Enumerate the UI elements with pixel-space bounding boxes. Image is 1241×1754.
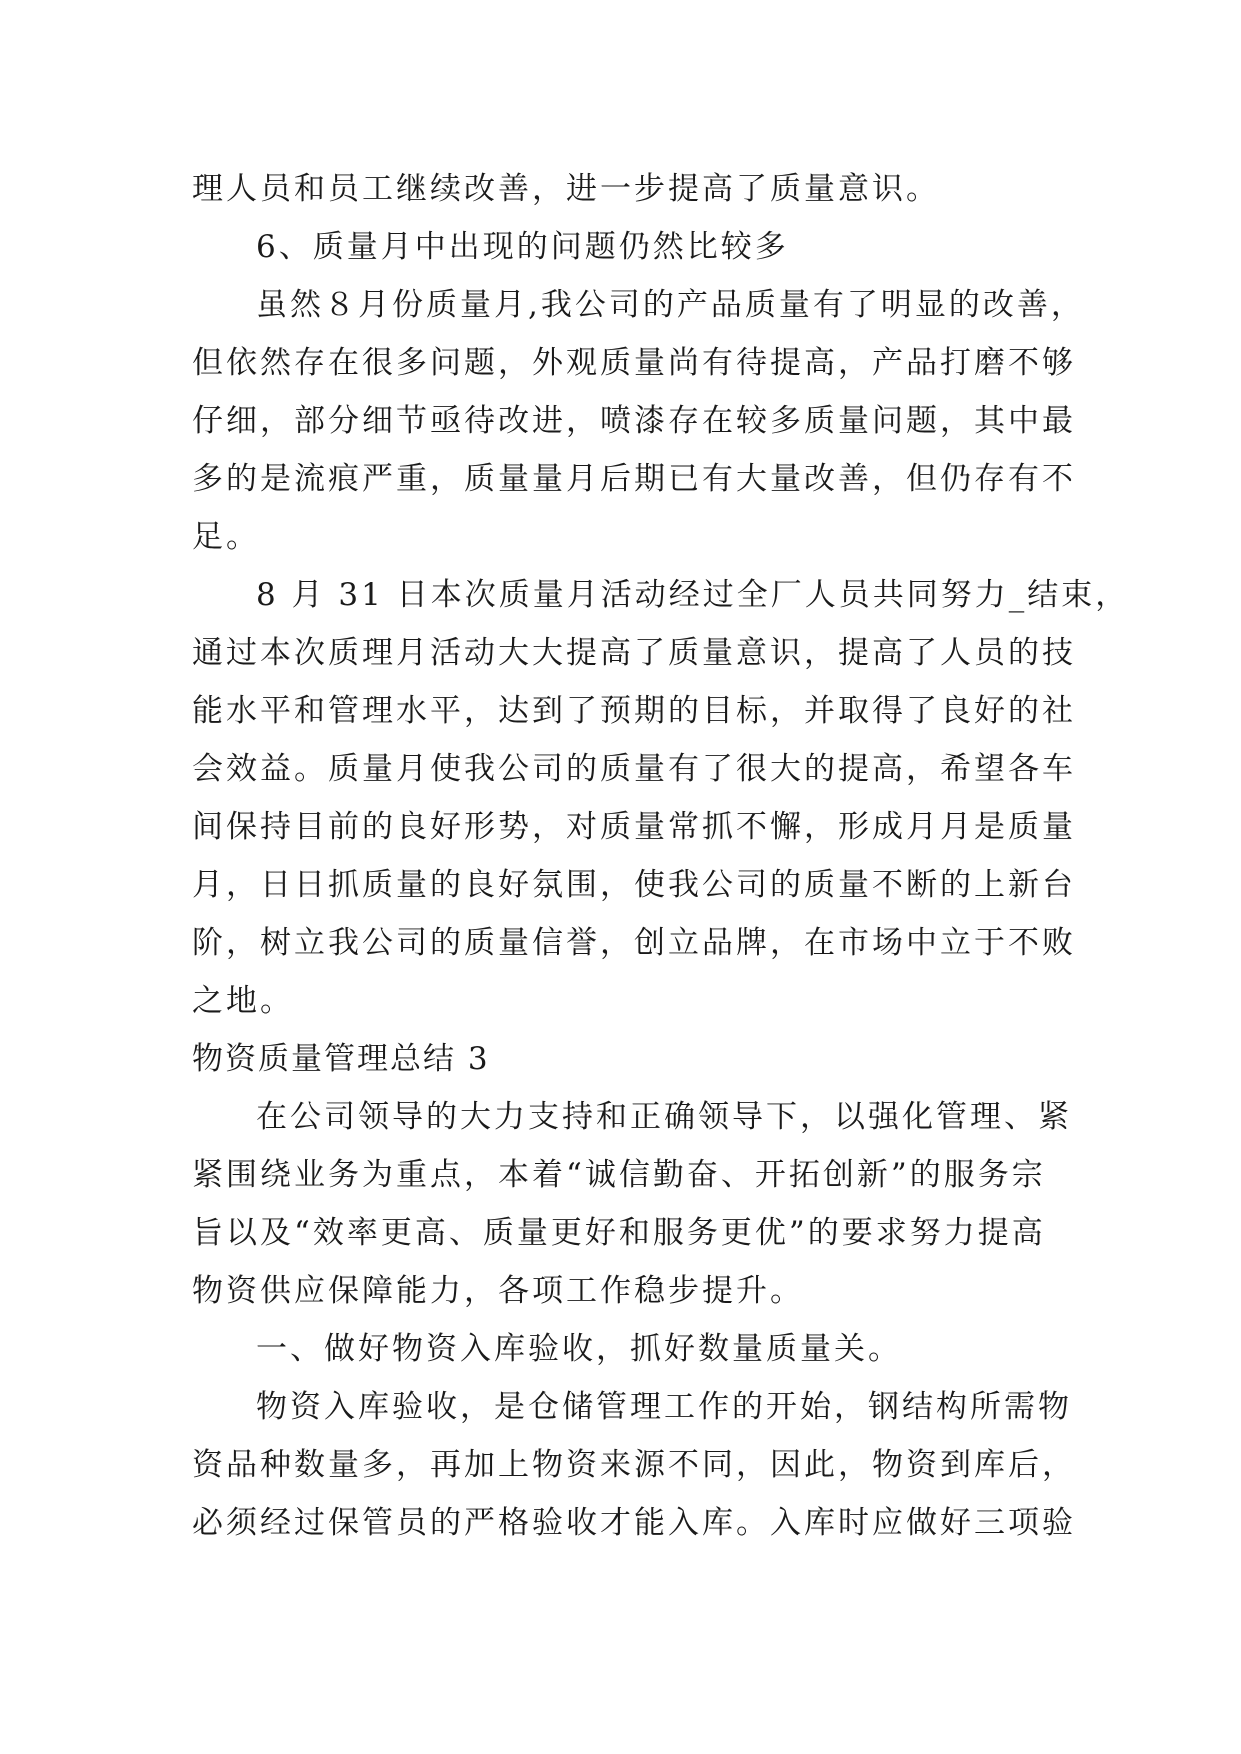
text-line: 在公司领导的大力支持和正确领导下，以强化管理、紧 <box>256 1099 1072 1135</box>
text-line: 仔细，部分细节亟待改进，喷漆存在较多质量问题，其中最 <box>192 403 1076 439</box>
text-line: 间保持目前的良好形势，对质量常抓不懈，形成月月是质量 <box>192 809 1076 845</box>
text-line: 资品种数量多，再加上物资来源不同，因此，物资到库后， <box>192 1447 1076 1483</box>
text-line: 旨以及“效率更高、质量更好和服务更优”的要求努力提高 <box>192 1215 1046 1251</box>
section-heading: 6、质量月中出现的问题仍然比较多 <box>256 229 789 265</box>
text-line: 多的是流痕严重，质量量月后期已有大量改善，但仍存有不 <box>192 461 1076 497</box>
text-line: 能水平和管理水平，达到了预期的目标，并取得了良好的社 <box>192 693 1076 729</box>
text-line: 物资供应保障能力，各项工作稳步提升。 <box>192 1273 804 1309</box>
text-line: 会效益。质量月使我公司的质量有了很大的提高，希望各车 <box>192 751 1076 787</box>
text-line: 8 月 31 日本次质量月活动经过全厂人员共同努力_结束， <box>256 577 1130 613</box>
text-line: 阶，树立我公司的质量信誉，创立品牌，在市场中立于不败 <box>192 925 1076 961</box>
text-line: 紧围绕业务为重点，本着“诚信勤奋、开拓创新”的服务宗 <box>192 1157 1046 1193</box>
text-line: 虽然８月份质量月,我公司的产品质量有了明显的改善， <box>256 287 1085 323</box>
text-line: 物资入库验收，是仓储管理工作的开始，钢结构所需物 <box>256 1389 1072 1425</box>
document-body <box>192 160 1130 1552</box>
text-line: 通过本次质理月活动大大提高了质量意识，提高了人员的技 <box>192 635 1076 671</box>
text-line: 足。 <box>192 519 260 555</box>
text-line: 理人员和员工继续改善，进一步提高了质量意识。 <box>192 171 940 207</box>
text-line: 之地。 <box>192 983 294 1019</box>
text-line: 月，日日抓质量的良好氛围，使我公司的质量不断的上新台 <box>192 867 1076 903</box>
text-line: 但依然存在很多问题，外观质量尚有待提高，产品打磨不够 <box>192 345 1076 381</box>
text-line: 必须经过保管员的严格验收才能入库。入库时应做好三项验 <box>192 1505 1076 1541</box>
section-heading: 一、做好物资入库验收，抓好数量质量关。 <box>256 1331 902 1367</box>
document-title: 物资质量管理总结 3 <box>192 1041 490 1077</box>
